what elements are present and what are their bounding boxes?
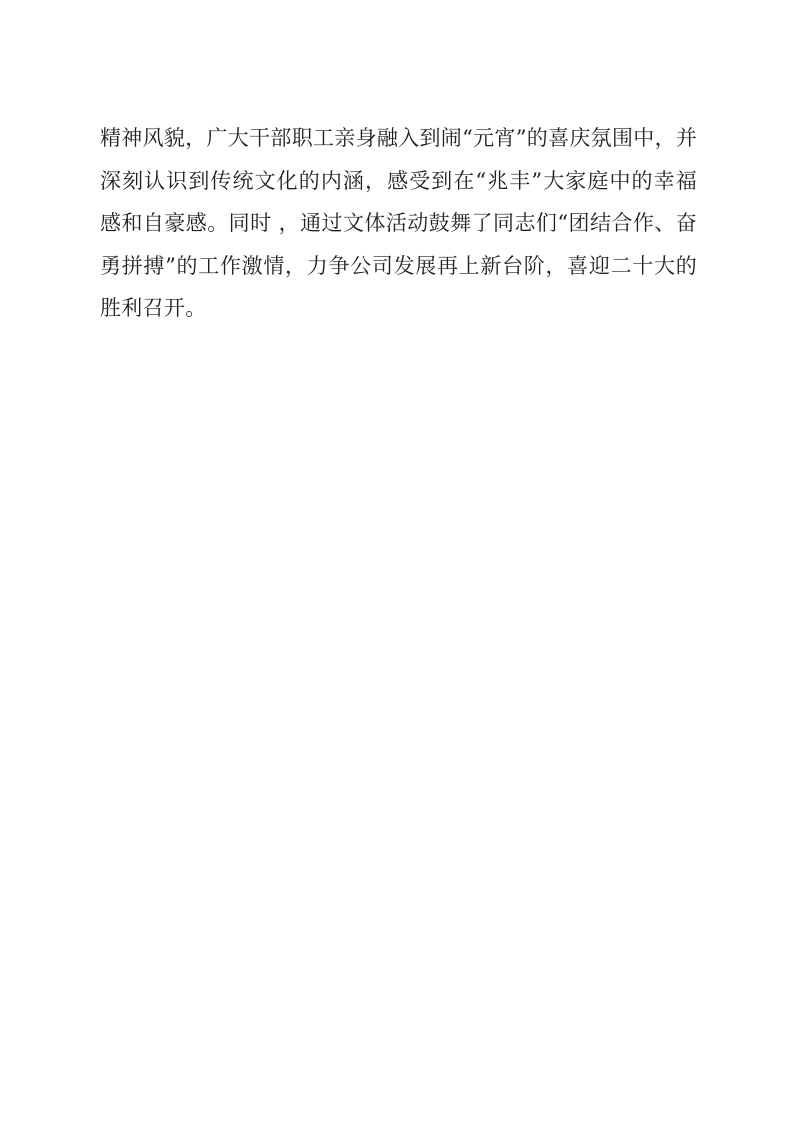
text-line-1: 精神风貌，广大干部职工亲身融入到闹“元宵”的喜庆氛围中，并 xyxy=(100,126,698,150)
text-line-2: 深刻认识到传统文化的内涵，感受到在“兆丰”大家庭中的幸福 xyxy=(100,168,697,193)
text-line-4: 勇拼搏”的工作激情，力争公司发展再上新台阶，喜迎二十大的 xyxy=(100,253,697,278)
body-paragraph xyxy=(100,117,697,330)
text-line-5: 胜利召开。 xyxy=(100,296,207,320)
text-line-3: 感和自豪感。同时 ，通过文体活动鼓舞了同志们“团结合作、奋 xyxy=(100,211,697,235)
